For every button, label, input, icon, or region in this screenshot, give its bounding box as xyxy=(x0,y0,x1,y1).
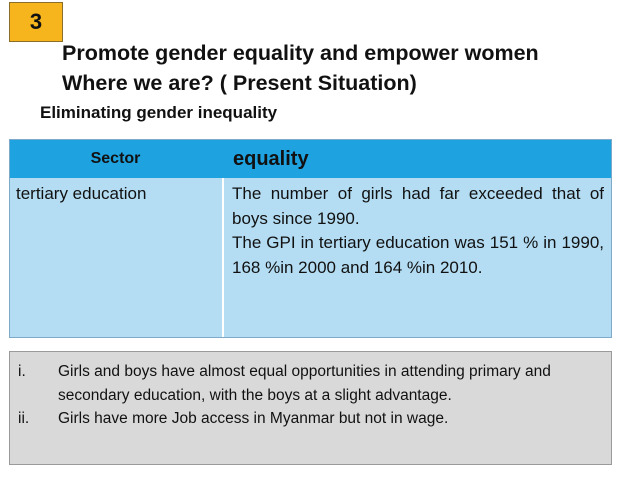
table-row xyxy=(10,178,611,337)
slide-title xyxy=(62,38,539,98)
title-line-1: Promote gender equality and empower women xyxy=(62,41,539,65)
header-sector: Sector xyxy=(90,150,141,167)
note-text: Girls and boys have almost equal opportunities in attending primary and secondary education, with the boys at a slight advantage. xyxy=(58,363,551,404)
cell-sector: tertiary education xyxy=(16,184,147,203)
sector-table xyxy=(9,139,612,338)
list-item xyxy=(18,407,603,431)
note-marker: ii. xyxy=(18,410,30,427)
note-marker: i. xyxy=(18,363,26,380)
table-header-row xyxy=(10,140,611,178)
equality-paragraph-2: The GPI in tertiary education was 151 % in 1990, 168 %in 2000 and 164 %in 2010. xyxy=(232,233,604,277)
list-item xyxy=(18,360,603,407)
notes-box xyxy=(9,351,612,465)
slide-number-badge: 3 xyxy=(9,2,63,42)
column-divider xyxy=(222,178,224,337)
note-text: Girls have more Job access in Myanmar but not in wage. xyxy=(58,410,449,427)
title-line-2: Where we are? ( Present Situation) xyxy=(62,71,417,95)
equality-paragraph-1: The number of girls had far exceeded that of boys since 1990. xyxy=(232,184,604,228)
slide-subtitle: Eliminating gender inequality xyxy=(40,103,278,122)
cell-equality xyxy=(232,182,604,280)
header-equality: equality xyxy=(233,147,309,170)
